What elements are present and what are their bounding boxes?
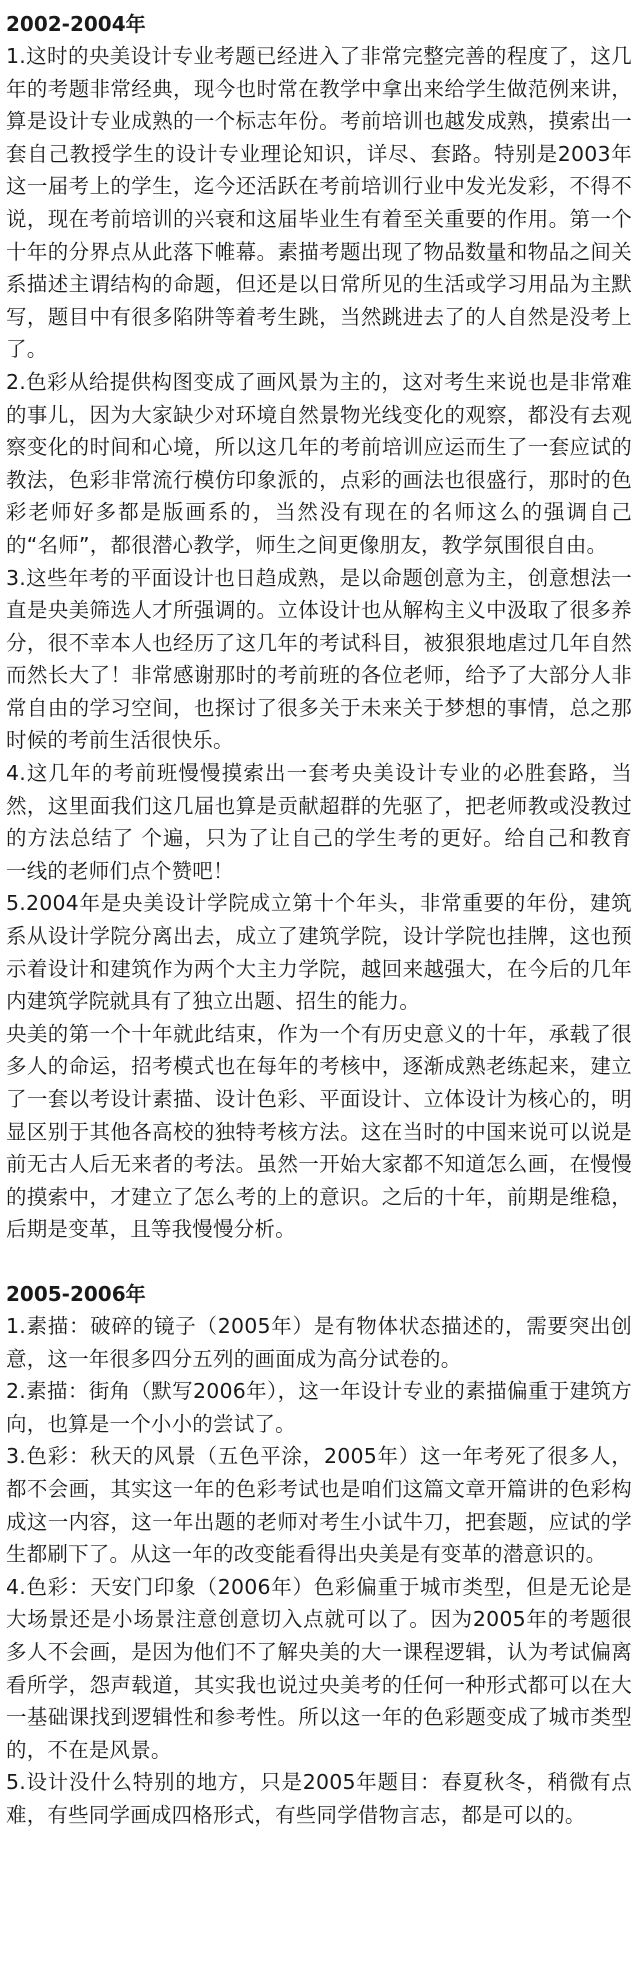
paragraph: 1.素描：破碎的镜子（2005年）是有物体状态描述的，需要突出创意，这一年很多四分五列的画面成为高分试卷的。 <box>6 1313 632 1371</box>
section-spacer <box>6 1246 632 1278</box>
paragraph: 2.素描：街角（默写2006年），这一年设计专业的素描偏重于建筑方向，也算是一个小小的尝试了。 <box>6 1379 632 1436</box>
paragraph: 央美的第一个十年就此结束，作为一个有历史意义的十年，承载了很多人的命运，招考模式也在每年的考核中，逐渐成熟老练起来，建立了一套以考设计素描、设计色彩、平面设计、立体设计为核心的，明显区别于其他各高校的独特考核方法。这在当时的中国来说可以说是前无古人后无来者的考法。虽然一开始大家都不知道怎么画，在慢慢的摸索中，才建立了怎么考的上的意识。之后的十年，前期是维稳，后期是变革，且等我慢慢分析。 <box>6 1021 632 1242</box>
paragraph: 5.2004年是央美设计学院成立第十个年头，非常重要的年份，建筑系从设计学院分离出去，成立了建筑学院，设计学院也挂牌，这也预示着设计和建筑作为两个大主力学院，越回来越强大，在今后的几年内建筑学院就具有了独立出题、招生的能力。 <box>6 891 632 1014</box>
paragraph: 5.设计没什么特别的地方，只是2005年题目：春夏秋冬，稍微有点难，有些同学画成四格形式，有些同学借物言志，都是可以的。 <box>6 1770 632 1827</box>
paragraph: 4.这几年的考前班慢慢摸索出一套考央美设计专业的必胜套路，当然，这里面我们这几届也算是贡献超群的先驱了，把老师教或没教过的方法总结了 个遍，只为了让自己的学生考的更好。给自己和教育一线的老师们点个赞吧！ <box>6 761 632 883</box>
paragraph: 4.色彩：天安门印象（2006年）色彩偏重于城市类型，但是无论是大场景还是小场景注意创意切入点就可以了。因为2005年的考题很多人不会画，是因为他们不了解央美的大一课程逻辑，认为考试偏离看所学，怨声载道，其实我也说过央美考的任何一种形式都可以在大一基础课找到逻辑性和参考性。所以这一年的色彩题变成了城市类型的，不在是风景。 <box>6 1574 632 1762</box>
section-title-2005-2006: 2005-2006年 <box>6 1281 146 1306</box>
paragraph: 3.色彩：秋天的风景（五色平涂，2005年）这一年考死了很多人，都不会画，其实这一年的色彩考试也是咱们这篇文章开篇讲的色彩构成这一内容，这一年出题的老师对考生小试牛刀，把套题，应试的学生都刷下了。从这一年的改变能看得出央美是有变革的潜意识的。 <box>6 1444 632 1567</box>
paragraph: 3.这些年考的平面设计也日趋成熟，是以命题创意为主，创意想法一直是央美筛选人才所强调的。立体设计也从解构主义中汲取了很多养分，很不幸本人也经历了这几年的考试科目，被狠狠地虐过几年自然而然长大了！非常感谢那时的考前班的各位老师，给予了大部分人非常自由的学习空间，也探讨了很多关于未来关于梦想的事情，总之那时候的考前生活很快乐。 <box>6 565 632 753</box>
paragraph: 1.这时的央美设计专业考题已经进入了非常完整完善的程度了，这几年的考题非常经典，现今也时常在教学中拿出来给学生做范例来讲，算是设计专业成熟的一个标志年份。考前培训也越发成熟，摸索出一套自己教授学生的设计专业理论知识，详尽、套路。特别是2003年这一届考上的学生，迄今还活跃在考前培训行业中发光发彩，不得不说，现在考前培训的兴衰和这届毕业生有着至关重要的作用。第一个十年的分界点从此落下帷幕。素描考题出现了物品数量和物品之间关系描述主谓结构的命题，但还是以日常所见的生活或学习用品为主默写，题目中有很多陷阱等着考生跳，当然跳进去了的人自然是没考上了。 <box>6 44 632 362</box>
paragraph: 2.色彩从给提供构图变成了画风景为主的，这对考生来说也是非常难的事儿，因为大家缺少对环境自然景物光线变化的观察，都没有去观察变化的时间和心境，所以这几年的考前培训应运而生了一套应试的教法，色彩非常流行模仿印象派的，点彩的画法也很盛行，那时的色彩老师好多都是版画系的，当然没有现在的名师这么的强调自己的“名师”，都很潜心教学，师生之间更像朋友，教学氛围很自由。 <box>6 369 632 557</box>
section-title-2002-2004: 2002-2004年 <box>6 12 146 36</box>
